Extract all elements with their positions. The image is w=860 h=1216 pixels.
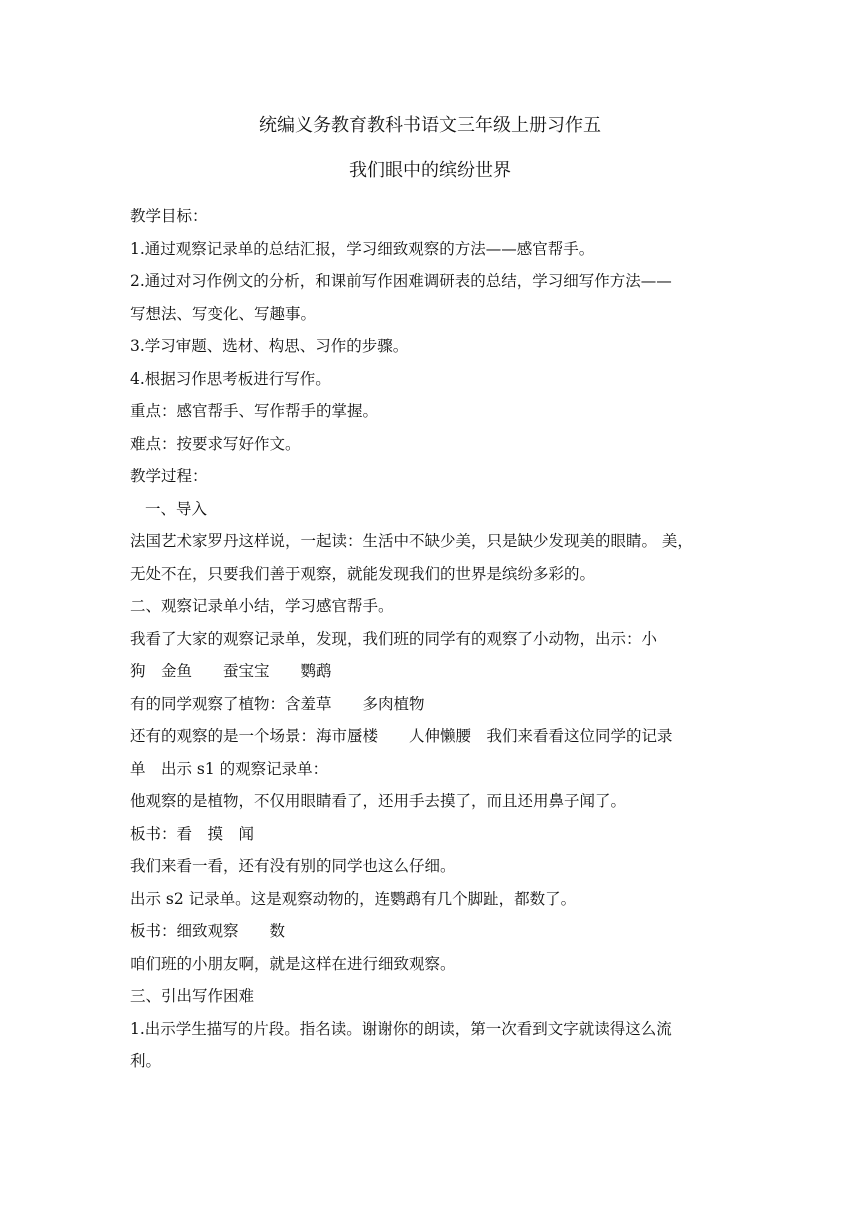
section-heading: 三、引出写作困难	[130, 987, 255, 1005]
paragraph-line: 3.学习审题、选材、构思、习作的步骤。	[130, 337, 409, 355]
paragraph-line: 我看了大家的观察记录单，发现，我们班的同学有的观察了小动物，出示：小	[130, 629, 658, 648]
section-heading: 一、导入	[145, 499, 208, 518]
paragraph-line: 板书：细致观察 数	[130, 922, 286, 940]
document-subtitle: 我们眼中的缤纷世界	[349, 160, 511, 181]
paragraph-line: 法国艺术家罗丹这样说，一起读：生活中不缺少美，只是缺少发现美的眼睛。 美，	[130, 532, 693, 550]
document-body	[130, 200, 740, 1078]
paragraph-line: 无处不在，只要我们善于观察，就能发现我们的世界是缤纷多彩的。	[130, 564, 596, 583]
paragraph-line: 写想法、写变化、写趣事。	[130, 304, 317, 323]
paragraph-line: 他观察的是植物，不仅用眼睛看了，还用手去摸了，而且还用鼻子闻了。	[130, 792, 627, 810]
paragraph-line: 板书：看 摸 闻	[130, 824, 255, 843]
paragraph-line: 狗 金鱼 蚕宝宝 鹦鹉	[130, 662, 332, 680]
paragraph-line: 教学过程：	[130, 467, 208, 485]
paragraph-line: 教学目标：	[130, 207, 208, 225]
paragraph-line: 单 出示 s1 的观察记录单：	[130, 759, 329, 778]
paragraph-line: 1.通过观察记录单的总结汇报，学习细致观察的方法——感官帮手。	[130, 239, 595, 258]
paragraph-line: 2.通过对习作例文的分析，和课前写作困难调研表的总结，学习细写作方法——	[130, 272, 672, 290]
document-title: 统编义务教育教科书语文三年级上册习作五	[259, 115, 601, 136]
paragraph-line: 咱们班的小朋友啊，就是这样在进行细致观察。	[130, 954, 456, 973]
paragraph-line: 重点：感官帮手、写作帮手的掌握。	[130, 402, 379, 420]
paragraph-line: 4.根据习作思考板进行写作。	[130, 369, 331, 388]
paragraph-line: 1.出示学生描写的片段。指名读。谢谢你的朗读，第一次看到文字就读得这么流	[130, 1019, 672, 1038]
paragraph-line: 利。	[130, 1052, 162, 1070]
paragraph-line: 有的同学观察了植物：含羞草 多肉植物	[130, 694, 425, 713]
section-heading: 二、观察记录单小结，学习感官帮手。	[130, 597, 394, 615]
paragraph-line: 我们来看一看，还有没有别的同学也这么仔细。	[130, 857, 456, 875]
paragraph-line: 出示 s2 记录单。这是观察动物的，连鹦鹉有几个脚趾，都数了。	[130, 889, 577, 908]
paragraph-line: 难点：按要求写好作文。	[130, 434, 301, 453]
paragraph-line: 还有的观察的是一个场景：海市蜃楼 人伸懒腰 我们来看看这位同学的记录	[130, 727, 673, 745]
